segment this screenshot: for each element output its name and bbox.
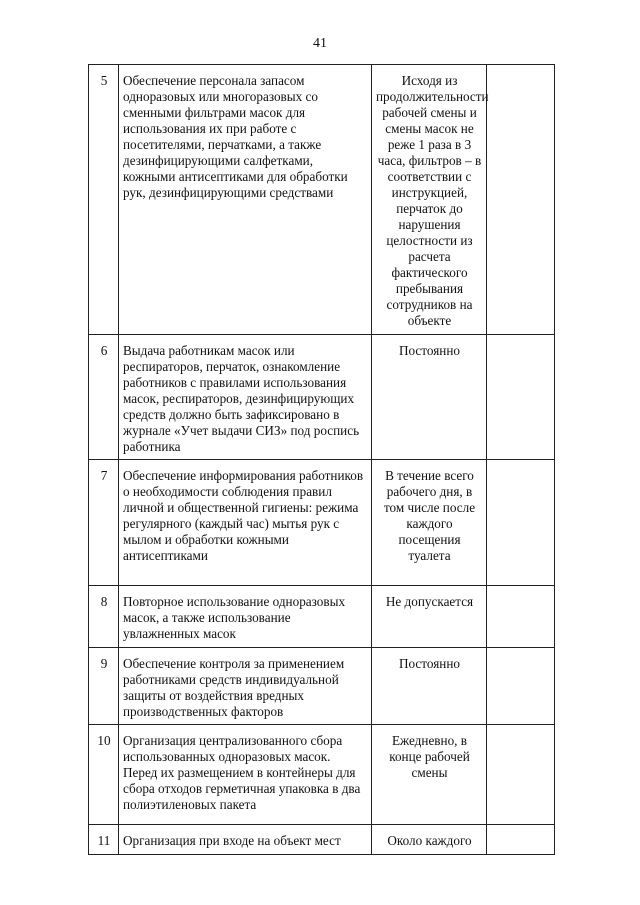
empty-cell xyxy=(487,725,555,825)
measures-table xyxy=(88,64,555,855)
term-text: Постоянно xyxy=(372,335,487,460)
table-row xyxy=(89,586,555,648)
term-text: Около каждого xyxy=(372,825,487,855)
term-text: В течение всего рабочего дня, в том числе после каждого посещения туалета xyxy=(372,460,487,586)
table-row xyxy=(89,460,555,586)
table-row xyxy=(89,335,555,460)
measure-text: Обеспечение персонала запасом одноразовых или многоразовых со сменными фильтрами масок для использования их при работе с посетителями, перчатками, а также дезинфицирующими салфетками, кожными антисептиками для обработки рук, дезинфицирующими средствами xyxy=(119,65,372,335)
term-text: Постоянно xyxy=(372,648,487,725)
row-number: 7 xyxy=(89,460,119,586)
term-text: Не допускается xyxy=(372,586,487,648)
measure-text: Организация централизованного сбора использованных одноразовых масок. Перед их размещением в контейнеры для сбора отходов герметичная упаковка в два полиэтиленовых пакета xyxy=(119,725,372,825)
row-number: 8 xyxy=(89,586,119,648)
row-number: 10 xyxy=(89,725,119,825)
table-row xyxy=(89,825,555,855)
table-row xyxy=(89,648,555,725)
row-number: 5 xyxy=(89,65,119,335)
page-number: 41 xyxy=(313,36,327,51)
empty-cell xyxy=(487,648,555,725)
empty-cell xyxy=(487,335,555,460)
term-text: Ежедневно, в конце рабочей смены xyxy=(372,725,487,825)
row-number: 6 xyxy=(89,335,119,460)
table-row xyxy=(89,725,555,825)
measure-text: Выдача работникам масок или респираторов, перчаток, ознакомление работников с правилами использования масок, респираторов, дезинфицирующих средств должно быть зафиксировано в журнале «Учет выдачи СИЗ» под роспись работника xyxy=(119,335,372,460)
measure-text: Обеспечение контроля за применением работниками средств индивидуальной защиты от воздействия вредных производственных факторов xyxy=(119,648,372,725)
row-number: 11 xyxy=(89,825,119,855)
empty-cell xyxy=(487,460,555,586)
measure-text: Повторное использование одноразовых масок, а также использование увлажненных масок xyxy=(119,586,372,648)
table-row xyxy=(89,65,555,335)
empty-cell xyxy=(487,825,555,855)
empty-cell xyxy=(487,586,555,648)
row-number: 9 xyxy=(89,648,119,725)
measure-text: Организация при входе на объект мест xyxy=(119,825,372,855)
term-text: Исходя из продолжительности рабочей смены и смены масок не реже 1 раза в 3 часа, фильтров – в соответствии с инструкцией, перчаток до нарушения целостности из расчета фактического пребывания сотрудников на объекте xyxy=(372,65,487,335)
measure-text: Обеспечение информирования работников о необходимости соблюдения правил личной и общественной гигиены: режима регулярного (каждый час) мытья рук с мылом и обработки кожными антисептиками xyxy=(119,460,372,586)
empty-cell xyxy=(487,65,555,335)
